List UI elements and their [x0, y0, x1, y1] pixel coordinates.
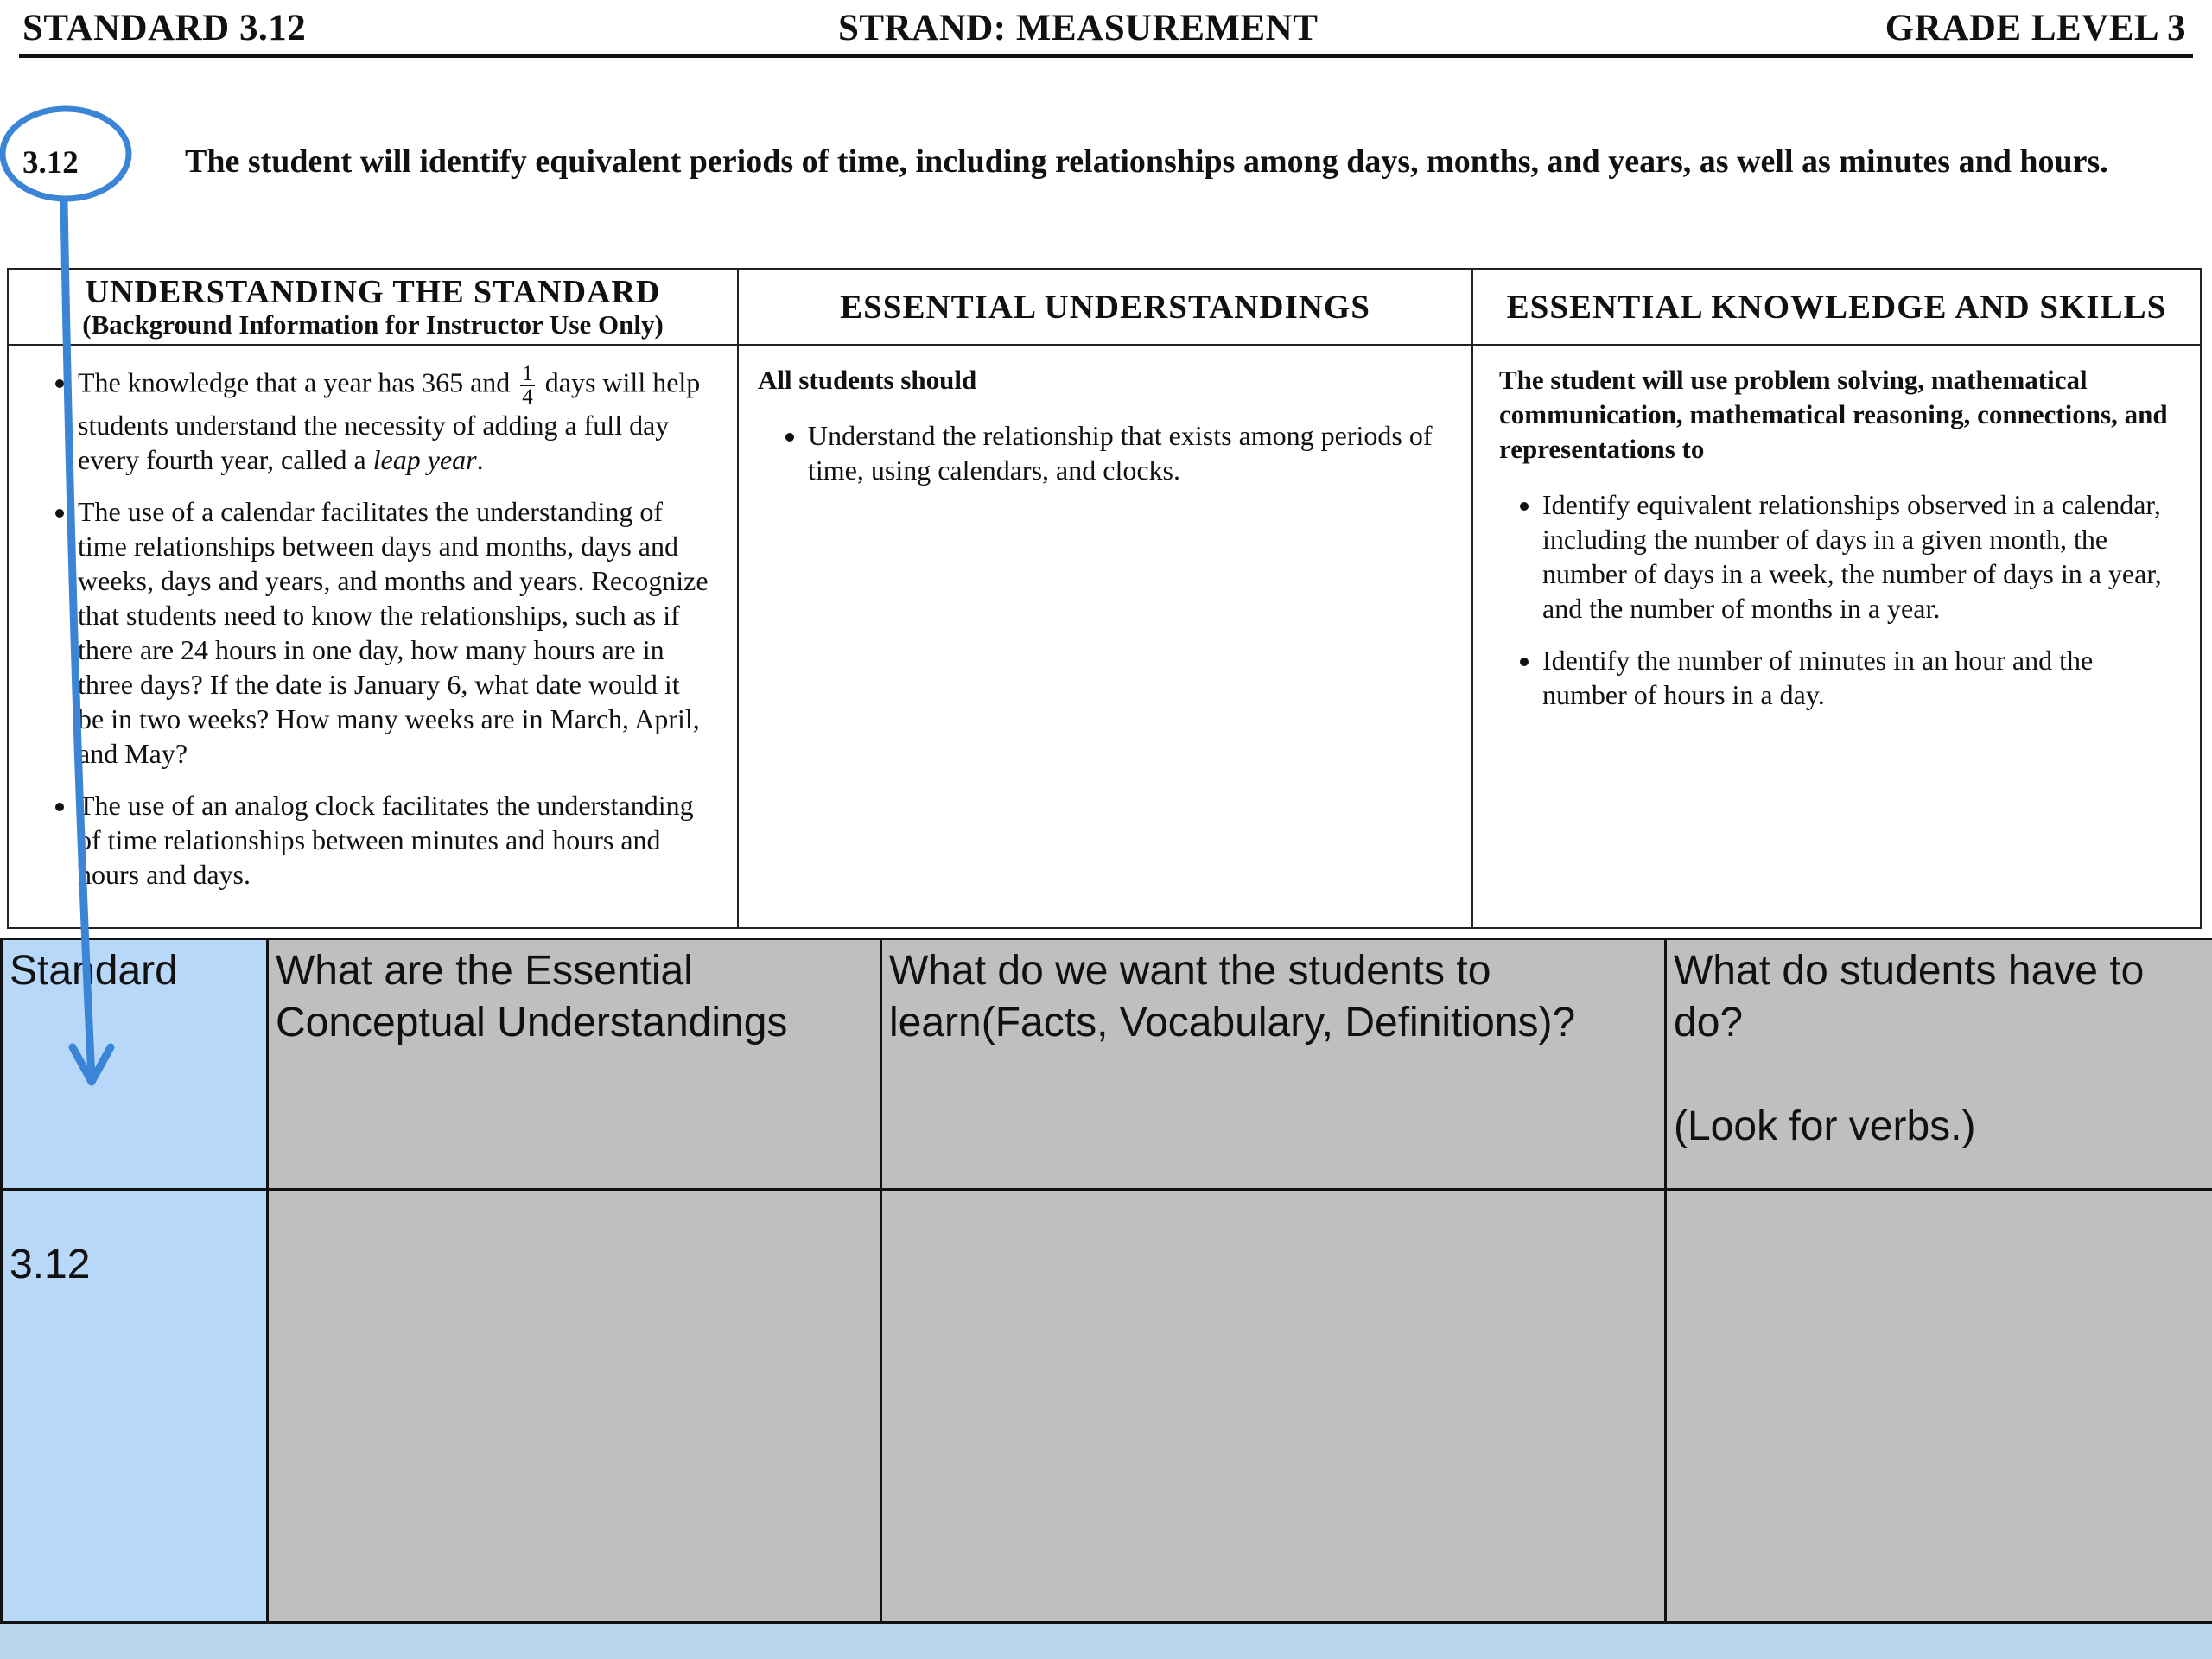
- worksheet-row: [2, 1190, 2212, 1623]
- leap-year-term: leap year: [372, 444, 477, 475]
- worksheet-learn-cell[interactable]: [881, 1190, 1666, 1623]
- knowledge-skill-item-clock: • Identify the number of minutes in an hour and the number of hours in a day.: [1542, 643, 2174, 712]
- header-grade-level: GRADE LEVEL 3: [1885, 8, 2186, 48]
- understanding-item-calendar: • The use of a calendar facilitates the understanding of time relationships between days and months, days and weeks, days and years, and months and years. Recognize that students need to know the relationships, such as if there are 24 hours in one day, how many hours are in three days? If the date is January 6, what date would it be in two weeks? How many weeks are in March, April, and May?: [78, 494, 711, 771]
- understanding-column: [9, 270, 739, 927]
- worksheet-header-do-question: What do students have to do?: [1674, 948, 2145, 1046]
- essential-understandings-body: [739, 346, 1471, 487]
- essential-understandings-intro: All students should: [758, 365, 977, 395]
- planning-worksheet: [0, 938, 2212, 1659]
- leap-year-text-start: The knowledge that a year has 365 and: [78, 366, 511, 398]
- essential-understandings-header: ESSENTIAL UNDERSTANDINGS: [739, 270, 1471, 346]
- leap-year-text-end: days will help students understand the necessity of adding a full day every fourth year, called a: [78, 366, 701, 475]
- understanding-item-analog-clock: • The use of an analog clock facilitates the understanding of time relationships between minutes and hours and hours and days.: [78, 788, 711, 892]
- fraction-numerator: 1: [522, 362, 533, 385]
- understanding-title: UNDERSTANDING THE STANDARD: [85, 274, 661, 310]
- knowledge-skills-column: [1473, 270, 2200, 927]
- worksheet-conceptual-cell[interactable]: [268, 1190, 881, 1623]
- understanding-header: [9, 270, 737, 346]
- leap-year-period: .: [476, 444, 484, 475]
- understanding-subtitle: (Background Information for Instructor Use Only): [82, 309, 664, 340]
- worksheet-standard-cell[interactable]: 3.12: [2, 1190, 268, 1623]
- knowledge-skills-list: [1499, 487, 2174, 712]
- understanding-list: [35, 363, 711, 892]
- knowledge-skills-body: [1473, 346, 2200, 712]
- header-strand: STRAND: MEASUREMENT: [838, 8, 1319, 48]
- curriculum-framework-table: [7, 268, 2202, 929]
- worksheet-header-learn: What do we want the students to learn(Facts, Vocabulary, Definitions)?: [881, 939, 1666, 1190]
- worksheet-header-do-hint: (Look for verbs.): [1674, 1103, 1976, 1149]
- worksheet-header-do: [1666, 939, 2212, 1190]
- worksheet-header-conceptual: What are the Essential Conceptual Understandings: [268, 939, 881, 1190]
- page-header: [19, 0, 2193, 58]
- worksheet-do-cell[interactable]: [1666, 1190, 2212, 1623]
- understanding-body: [9, 346, 737, 892]
- header-standard: STANDARD 3.12: [22, 8, 307, 48]
- essential-understandings-list: [765, 418, 1446, 487]
- knowledge-skills-header: ESSENTIAL KNOWLEDGE AND SKILLS: [1473, 270, 2200, 346]
- knowledge-skill-item-calendar: • Identify equivalent relationships observed in a calendar, including the number of days in a given month, the number of days in a week, the number of days in a year, and the number of months in a year.: [1542, 487, 2174, 626]
- understanding-item-leap-year: [78, 363, 711, 477]
- standard-statement: The student will identify equivalent periods of time, including relationships among days, months, and years, as well as minutes and hours.: [185, 143, 2108, 180]
- one-quarter-fraction: [520, 363, 535, 408]
- essential-understandings-column: [739, 270, 1473, 927]
- planning-grid: [0, 938, 2212, 1624]
- worksheet-header-row: [2, 939, 2212, 1190]
- knowledge-skills-intro: The student will use problem solving, mathematical communication, mathematical reasoning, connections, and representations to: [1499, 365, 2168, 464]
- worksheet-header-standard: Standard: [2, 939, 268, 1190]
- essential-understanding-item: • Understand the relationship that exists among periods of time, using calendars, and clocks.: [808, 418, 1446, 487]
- fraction-denominator: 4: [522, 385, 533, 409]
- standard-number: 3.12: [22, 145, 79, 181]
